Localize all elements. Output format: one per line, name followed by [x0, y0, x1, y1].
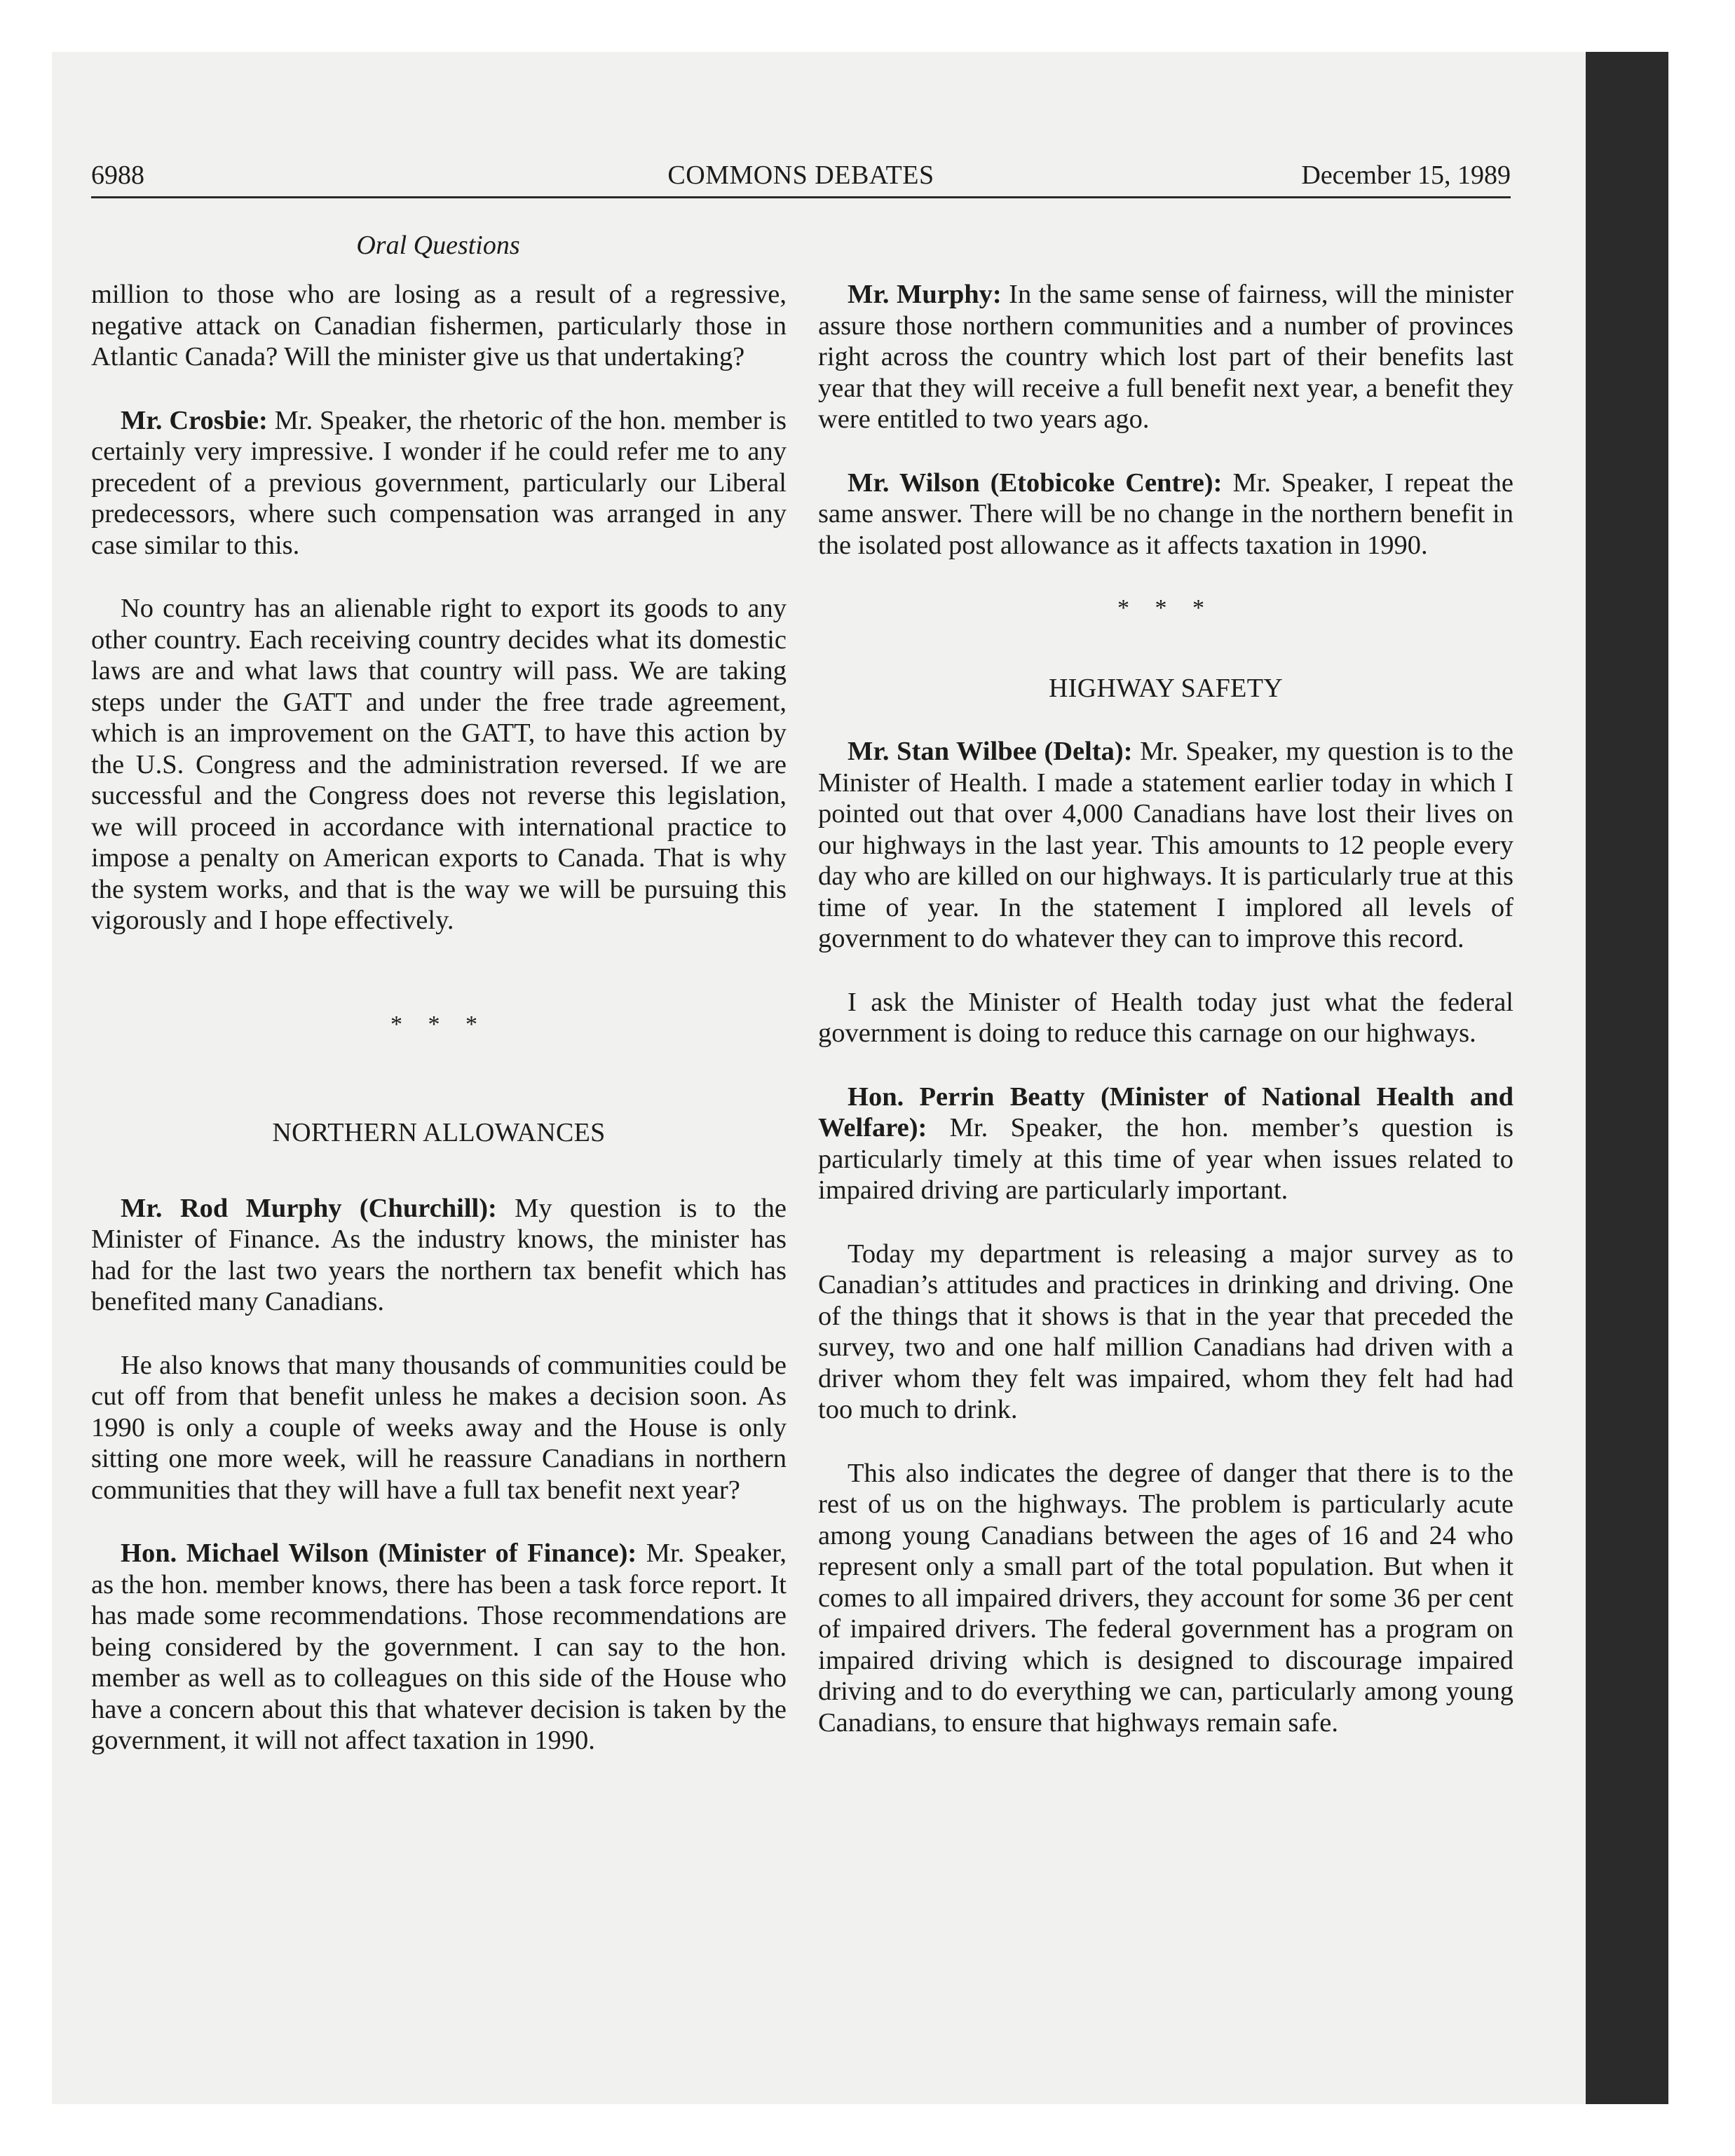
paragraph: million to those who are losing as a result of a regressive, negative attack on Canadian fishermen, particularly those in Atlantic Canada? Will the minister give us that undertaking?: [91, 280, 787, 371]
page-header: [91, 154, 1511, 196]
section-separator: * * *: [1117, 595, 1214, 621]
running-head: Oral Questions: [356, 231, 520, 260]
header-rule: [91, 196, 1511, 198]
paragraph: Today my department is releasing a major survey as to Canadian’s attitudes and practices in drinking and driving. One of the things that it shows is that in the year that preceded the survey, two and one half million Canadians had driven with a driver whom they felt was impaired, whom they felt had had too much to drink.: [818, 1239, 1513, 1424]
speaker-name: Mr. Crosbie:: [121, 405, 268, 435]
speaker-name: Hon. Michael Wilson (Minister of Finance):: [121, 1538, 637, 1568]
paragraph: He also knows that many thousands of communities could be cut off from that benefit unless he makes a decision soon. As 1990 is only a couple of weeks away and the House is only sitting one more week, will he reassure Canadians in northern communities that they will have a full tax benefit next year?: [91, 1350, 787, 1505]
publication-title: COMMONS DEBATES: [667, 161, 934, 190]
page-date: December 15, 1989: [1301, 161, 1511, 190]
paragraph: Hon. Perrin Beatty (Minister of National Health and Welfare): Mr. Speaker, the hon. member’s question is particularly timely at this time of year when issues related to impaired driving are particularly important.: [818, 1082, 1513, 1205]
paragraph: I ask the Minister of Health today just what the federal government is doing to reduce this carnage on our highways.: [818, 987, 1513, 1048]
paragraph: Mr. Wilson (Etobicoke Centre): Mr. Speaker, I repeat the same answer. There will be no change in the northern benefit in the isolated post allowance as it affects taxation in 1990.: [818, 468, 1513, 560]
speaker-name: Hon. Perrin Beatty (Minister of National Health and Welfare):: [818, 1082, 1513, 1142]
section-heading: NORTHERN ALLOWANCES: [272, 1117, 606, 1147]
page-number: 6988: [91, 161, 144, 190]
left-column: [91, 279, 787, 1789]
paragraph: Mr. Murphy: In the same sense of fairness, will the minister assure those northern communities and a number of provinces right across the country which lost part of their benefits last year that they will receive a full benefit next year, a benefit they were entitled to two years ago.: [818, 280, 1514, 434]
paragraph: This also indicates the degree of danger that there is to the rest of us on the highways. The problem is particularly acute among young Canadians between the ages of 16 and 24 who represent only a small part of the total population. But when it comes to all impaired drivers, they account for some 36 per cent of impaired drivers. The federal government has a program on impaired driving which is designed to discourage impaired driving and to do everything we can, particularly among young Canadians, to ensure that highways remain safe.: [818, 1458, 1513, 1738]
scan-edge-shadow: [1586, 52, 1668, 2104]
section-separator: * * *: [390, 1011, 487, 1037]
paragraph: Mr. Stan Wilbee (Delta): Mr. Speaker, my question is to the Minister of Health. I made a statement earlier today in which I pointed out that over 4,000 Canadians have lost their lives on our highways in the last year. This amounts to 12 people every day who are killed on our highways. It is particularly true at this time of year. In the statement I implored all levels of government to do whatever they can to improve this record.: [818, 737, 1513, 953]
paragraph: Mr. Crosbie: Mr. Speaker, the rhetoric of the hon. member is certainly very impressive. I wonder if he could refer me to any precedent of a previous government, particularly our Liberal predecessors, where such compensation was arranged in any case similar to this.: [91, 405, 787, 560]
paragraph: Hon. Michael Wilson (Minister of Finance): Mr. Speaker, as the hon. member knows, there has been a task force report. It has made some recommendations. Those recommendations are being considered by the government. I can say to the hon. member as well as to colleagues on this side of the House who have a concern about this that whatever decision is taken by the government, it will not affect taxation in 1990.: [91, 1538, 787, 1755]
speaker-name: Mr. Wilson (Etobicoke Centre):: [848, 468, 1223, 498]
speaker-name: Mr. Stan Wilbee (Delta):: [848, 737, 1133, 766]
right-column: [818, 279, 1513, 1770]
speaker-name: Mr. Rod Murphy (Churchill):: [121, 1193, 497, 1223]
paragraph: No country has an alienable right to export its goods to any other country. Each receiving country decides what its domestic laws are and what laws that country will pass. We are taking steps under the GATT and under the free trade agreement, which is an improvement on the GATT, to have this action by the U.S. Congress and the administration reversed. If we are successful and the Congress does not reverse this legislation, we will proceed in accordance with international practice to impose a penalty on American exports to Canada. That is why the system works, and that is the way we will be pursuing this vigorously and I hope effectively.: [91, 594, 787, 935]
speaker-name: Mr. Murphy:: [848, 280, 1002, 309]
section-heading: HIGHWAY SAFETY: [1049, 674, 1283, 703]
paragraph: Mr. Rod Murphy (Churchill): My question is to the Minister of Finance. As the industry knows, the minister has had for the last two years the northern tax benefit which has benefited many Canadians.: [91, 1193, 787, 1316]
